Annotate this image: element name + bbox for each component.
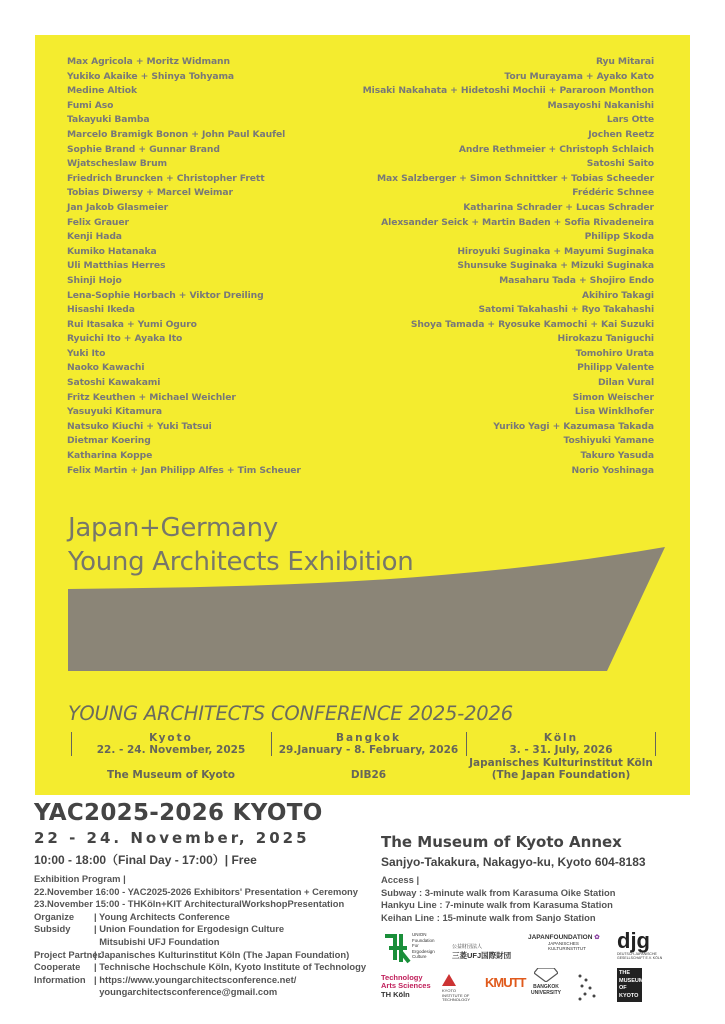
- venue-bangkok: [271, 732, 466, 782]
- wave-shape: [35, 35, 690, 795]
- logo-text: KYOTO: [619, 992, 639, 999]
- venue-divider: [271, 732, 272, 756]
- logo-text: GESELLSCHAFT E.V. KÖLN: [617, 956, 663, 960]
- participant-name: Naoko Kawachi: [67, 362, 145, 374]
- credit-value: | Young Architects Conference: [94, 910, 230, 922]
- credit-key: Cooperate: [34, 961, 81, 973]
- venue-dates: 29.January - 8. February, 2026: [278, 744, 459, 756]
- program-item: 22.November 16:00 - YAC2025-2026 Exhibitors' Presentation + Ceremony: [34, 885, 358, 897]
- participant-name: Ryuichi Ito + Ayaka Ito: [67, 333, 183, 345]
- logo-text: UNIVERSITY: [531, 989, 562, 996]
- participant-name: Yuki Ito: [67, 347, 106, 359]
- participant-name: Satoshi Kawakami: [67, 377, 161, 389]
- ergodesign-mark-icon: [381, 930, 411, 966]
- logo-text: KULTURINSTITUT: [548, 946, 586, 951]
- venue-dates: 3. - 31. July, 2026: [509, 744, 613, 756]
- participant-name: Alexsander Seick + Martin Baden + Sofia Rivadeneira: [381, 216, 654, 228]
- participant-name: Satomi Takahashi + Ryo Takahashi: [478, 304, 654, 316]
- access-item: Subway : 3-minute walk from Karasuma Oike Station: [381, 886, 616, 898]
- venue-kyoto: [71, 732, 271, 782]
- participant-name: Friedrich Bruncken + Christopher Frett: [67, 172, 265, 184]
- program-item: 23.November 15:00 - THKöln+KIT ArchitecturalWorkshopPresentation: [34, 898, 345, 910]
- wave-band: [68, 547, 665, 671]
- venue-place: The Museum of Kyoto: [107, 769, 235, 781]
- participant-name: Lars Otte: [606, 114, 654, 126]
- participant-name: Medine Altiok: [67, 85, 137, 97]
- participant-name: Akihiro Takagi: [581, 289, 654, 301]
- participant-name: Marcelo Bramigk Bonon + John Paul Kaufel: [67, 128, 286, 140]
- participant-name: Dilan Vural: [598, 377, 654, 389]
- participant-name: Hiroyuki Suginaka + Mayumi Suginaka: [457, 245, 654, 257]
- event-hours: 10:00 - 18:00（Final Day - 17:00）| Free: [34, 853, 257, 867]
- participant-name: Yukiko Akaike + Shinya Tohyama: [67, 70, 235, 82]
- participant-name: Katharina Schrader + Lucas Schrader: [463, 201, 654, 213]
- kyoto-institute-mark-icon: [442, 974, 456, 986]
- participant-name: Wjatscheslaw Brum: [67, 158, 168, 170]
- event-info: [34, 800, 384, 999]
- museum-of-kyoto-logo: [617, 968, 642, 1002]
- event-title: YAC2025-2026 KYOTO: [34, 800, 323, 826]
- participant-name: Toshiyuki Yamane: [563, 435, 654, 447]
- participant-name: Rui Itasaka + Yumi Oguro: [67, 318, 197, 330]
- logo-text: INSTITUTE OF: [442, 992, 470, 998]
- ergodesign-logo: [381, 930, 439, 970]
- logo-text: TH Köln: [381, 990, 410, 999]
- participant-name: Jochen Reetz: [588, 128, 654, 140]
- th-koeln-logo: [381, 974, 431, 999]
- participant-name: Frédéric Schnee: [572, 187, 654, 199]
- venue-city: Bangkok: [336, 732, 401, 744]
- access-item: Keihan Line : 15-minute walk from Sanjo Station: [381, 911, 596, 923]
- venue-city: Köln: [543, 732, 579, 744]
- access-label: Access |: [381, 874, 420, 885]
- participant-name: Tobias Diwersy + Marcel Weimar: [67, 187, 233, 199]
- participant-name: Sophie Brand + Gunnar Brand: [67, 143, 220, 155]
- credit-value: Mitsubishi UFJ Foundation: [94, 935, 220, 947]
- participant-name: Yasuyuki Kitamura: [67, 406, 163, 418]
- djg-logo: [617, 930, 662, 960]
- logo-text: Culture: [412, 954, 427, 959]
- participant-name: Takuro Yasuda: [580, 450, 654, 462]
- credit-row: [34, 949, 384, 962]
- venue-dates: 22. - 24. November, 2025: [96, 744, 246, 756]
- venue-koeln: [466, 732, 656, 782]
- participant-name: Felix Martin + Jan Philipp Alfes + Tim Scheuer: [67, 464, 301, 476]
- logo-text: JAPANISCHES: [548, 941, 579, 946]
- participant-name: Takayuki Bamba: [67, 114, 150, 126]
- participant-name: Lena-Sophie Horbach + Viktor Dreiling: [67, 289, 264, 301]
- bangkok-university-diamond-icon: [534, 968, 558, 982]
- logo-text: Technology: [381, 973, 423, 982]
- participant-name: Shinji Hojo: [67, 274, 122, 286]
- participant-name: Natsuko Kiuchi + Yuki Tatsui: [67, 420, 212, 432]
- poster-panel: [35, 35, 690, 795]
- credit-key: Information: [34, 973, 86, 985]
- logo-text: DEUTSCH-JAPANISCHE: [617, 952, 657, 956]
- participant-name: Hisashi Ikeda: [67, 304, 135, 316]
- credit-row: [34, 961, 384, 974]
- credit-value: | https://www.youngarchitectsconference.net/: [94, 973, 297, 985]
- participant-name: Philipp Valente: [577, 362, 654, 374]
- logo-text: THE: [619, 970, 630, 976]
- logo-text: For: [412, 943, 419, 948]
- participant-name: Fritz Keuthen + Michael Weichler: [67, 391, 236, 403]
- credit-key: Organize: [34, 910, 75, 922]
- participant-name: Felix Grauer: [67, 216, 129, 228]
- credit-row: [34, 974, 384, 999]
- logo-text: UNION: [412, 932, 427, 937]
- program-label: Exhibition Program |: [34, 873, 126, 884]
- credit-value: youngarchitectsconference@gmail.com: [94, 986, 278, 998]
- participant-name: Max Agricola + Moritz Widmann: [67, 56, 230, 67]
- participant-name: Max Salzberger + Simon Schnittker + Tobias Scheeder: [377, 172, 654, 184]
- japan-foundation-logo: [528, 934, 600, 951]
- venue-divider: [71, 732, 72, 756]
- credit-value: | Technische Hochschule Köln, Kyoto Institute of Technology: [94, 961, 367, 973]
- credit-key: Subsidy: [34, 923, 71, 935]
- logo-text: djg: [617, 928, 650, 953]
- museum-address: Sanjyo-Takakura, Nakagyo-ku, Kyoto 604-8183: [381, 855, 646, 869]
- participant-name: Shoya Tamada + Ryosuke Kamochi + Kai Suzuki: [410, 318, 654, 330]
- participant-name: Norio Yoshinaga: [571, 464, 654, 476]
- participant-name: Jan Jakob Glasmeier: [67, 201, 169, 213]
- venue-divider: [655, 732, 656, 756]
- participant-name: Toru Murayama + Ayako Kato: [504, 70, 654, 82]
- credit-row: [34, 923, 384, 948]
- participant-name: Misaki Nakahata + Hidetoshi Mochii + Pararoon Monthon: [362, 85, 654, 97]
- japan-foundation-mark-icon: ✿: [594, 934, 600, 941]
- credit-value: | Japanisches Kulturinstitut Köln (The Japan Foundation): [94, 948, 350, 960]
- participant-name: Tomohiro Urata: [575, 347, 654, 359]
- participant-name: Hirokazu Taniguchi: [557, 333, 654, 345]
- logo-text: Ergodesign: [412, 948, 435, 954]
- access-item: Hankyu Line : 7-minute walk from Karasuma Station: [381, 899, 613, 911]
- credit-row: [34, 911, 384, 924]
- logo-text: KYOTO: [442, 988, 456, 993]
- participant-name: Katharina Koppe: [67, 450, 153, 462]
- participant-name: Yuriko Yagi + Kazumasa Takada: [493, 420, 654, 432]
- kmutt-logo: [485, 976, 526, 990]
- museum-name: The Museum of Kyoto Annex: [381, 833, 622, 851]
- credits-list: [34, 911, 384, 999]
- bangkok-university-logo: [531, 968, 561, 996]
- participant-name: Simon Weischer: [572, 391, 654, 403]
- participant-name: Philipp Skoda: [584, 231, 654, 243]
- logo-text: Foundation: [412, 937, 435, 943]
- logo-text: OF: [619, 985, 627, 991]
- participant-name: Masayoshi Nakanishi: [547, 99, 654, 111]
- logo-text: KMUTT: [485, 975, 526, 990]
- access-info: [381, 874, 701, 924]
- venue-city: Kyoto: [149, 732, 193, 744]
- mufg-foundation-logo: [452, 944, 511, 960]
- logo-text: 三菱UFJ国際財団: [452, 951, 512, 960]
- participant-name: Satoshi Saito: [586, 158, 654, 170]
- participant-name: Kumiko Hatanaka: [67, 245, 157, 257]
- credit-key: Project Partner: [34, 948, 102, 960]
- exhibition-title-line-1: Japan+Germany: [68, 513, 278, 543]
- venue-place: DIB26: [350, 769, 387, 781]
- participant-name: Fumi Aso: [67, 99, 114, 111]
- participant-name: Lisa Winklhofer: [574, 406, 654, 418]
- kyoto-institute-logo: [442, 974, 470, 1003]
- exhibition-program: [34, 873, 384, 911]
- dotted-mark-icon: [576, 972, 600, 1002]
- participant-name: Andre Rethmeier + Christoph Schlaich: [458, 143, 654, 155]
- venue-info: [381, 833, 701, 924]
- participant-name: Shunsuke Suginaka + Mizuki Suginaka: [457, 260, 654, 272]
- venue-divider: [466, 732, 467, 756]
- logo-text: 公益財団法人: [452, 944, 483, 950]
- conference-title: YOUNG ARCHITECTS CONFERENCE 2025-2026: [68, 702, 513, 725]
- logo-text: MUSEUM: [619, 977, 644, 984]
- participant-name: Ryu Mitarai: [595, 56, 654, 67]
- venue-place: Japanisches Kulturinstitut Köln (The Japan Foundation): [469, 757, 653, 781]
- exhibition-title-line-2: Young Architects Exhibition: [68, 547, 414, 577]
- participant-name: Kenji Hada: [67, 231, 122, 243]
- logo-text: Arts Sciences: [381, 981, 431, 990]
- logo-text: BANGKOK: [533, 984, 559, 990]
- credit-value: | Union Foundation for Ergodesign Culture: [94, 923, 285, 935]
- participant-name: Uli Matthias Herres: [67, 260, 166, 272]
- participant-name: Dietmar Koering: [67, 435, 151, 447]
- logo-text: TECHNOLOGY: [442, 997, 471, 1002]
- participant-name: Masaharu Tada + Shojiro Endo: [499, 274, 654, 286]
- event-date: 22 - 24. November, 2025: [34, 829, 310, 847]
- logo-text: JAPANFOUNDATION: [528, 934, 593, 941]
